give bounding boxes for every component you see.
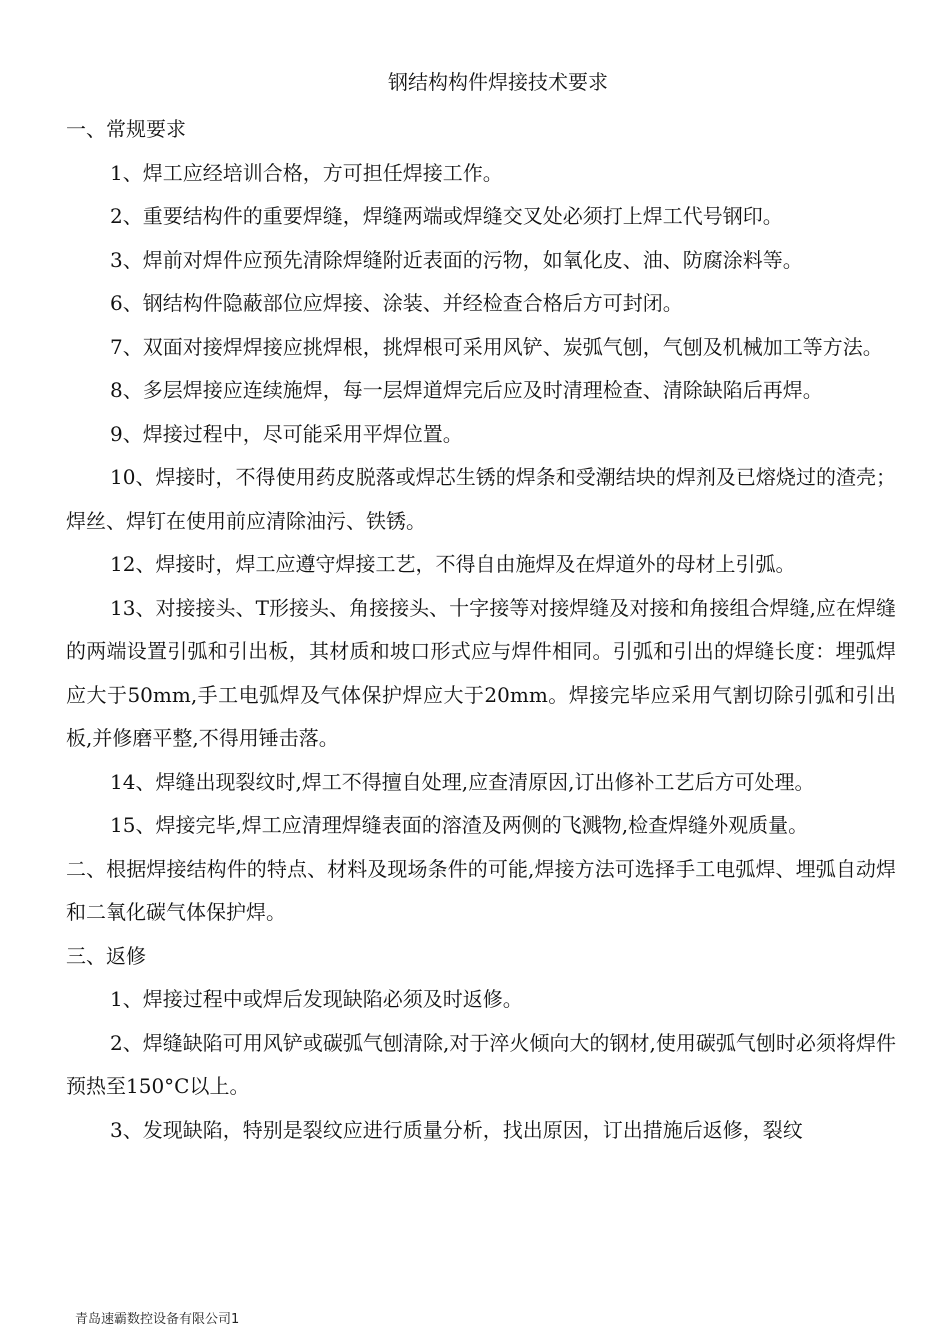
paragraph-item-9: 9、焊接过程中，尽可能采用平焊位置。 bbox=[110, 421, 463, 446]
paragraph-repair-2: 2、焊缝缺陷可用风铲或碳弧气刨清除,对于淬火倾向大的钢材,使用碳弧气刨时必须将焊件预热至150°C以上。 bbox=[66, 1030, 896, 1098]
paragraph-repair-3: 3、发现缺陷，特别是裂纹应进行质量分析，找出原因，订出措施后返修，裂纹 bbox=[110, 1117, 803, 1142]
paragraph-item-2: 2、重要结构件的重要焊缝，焊缝两端或焊缝交叉处必须打上焊工代号钢印。 bbox=[110, 204, 783, 228]
paragraph-item-15: 15、焊接完毕,焊工应清理焊缝表面的溶渣及两侧的飞溅物,检查焊缝外观质量。 bbox=[110, 813, 809, 837]
section-heading-welding-methods: 二、根据焊接结构件的特点、材料及现场条件的可能,焊接方法可选择手工电弧焊、埋弧自动焊和二氧化碳气体保护焊。 bbox=[66, 856, 896, 924]
paragraph-item-8: 8、多层焊接应连续施焊，每一层焊道焊完后应及时清理检查、清除缺陷后再焊。 bbox=[110, 378, 823, 402]
document-title: 钢结构构件焊接技术要求 bbox=[388, 70, 608, 94]
document-page bbox=[66, 70, 896, 1152]
paragraph-item-12: 12、焊接时，焊工应遵守焊接工艺，不得自由施焊及在焊道外的母材上引弧。 bbox=[110, 552, 796, 576]
paragraph-item-3: 3、焊前对焊件应预先清除焊缝附近表面的污物，如氧化皮、油、防腐涂料等。 bbox=[110, 247, 803, 272]
paragraph-item-14: 14、焊缝出现裂纹时,焊工不得擅自处理,应查清原因,订出修补工艺后方可处理。 bbox=[110, 769, 815, 794]
page-footer: 青岛速霸数控设备有限公司1 bbox=[75, 1312, 240, 1327]
section-heading-general: 一、常规要求 bbox=[66, 117, 186, 141]
paragraph-item-7: 7、双面对接焊焊接应挑焊根，挑焊根可采用风铲、炭弧气刨，气刨及机械加工等方法。 bbox=[110, 334, 883, 359]
paragraph-repair-1: 1、焊接过程中或焊后发现缺陷必须及时返修。 bbox=[110, 987, 523, 1011]
section-heading-repair: 三、返修 bbox=[66, 943, 146, 968]
paragraph-item-13: 13、对接接头、T形接头、角接接头、十字接等对接焊缝及对接和角接组合焊缝,应在焊缝的两端设置引弧和引出板，其材质和坡口形式应与焊件相同。引弧和引出的焊缝长度：埋弧焊应大于50mm,手工电弧焊及气体保护焊应大于20mm。焊接完毕应采用气割切除引弧和引出板,并修磨平整,不得用锤击落。 bbox=[66, 595, 896, 750]
paragraph-item-1: 1、焊工应经培训合格，方可担任焊接工作。 bbox=[110, 160, 503, 185]
paragraph-item-6: 6、钢结构件隐蔽部位应焊接、涂装、并经检查合格后方可封闭。 bbox=[110, 291, 683, 315]
paragraph-item-10: 10、焊接时，不得使用药皮脱落或焊芯生锈的焊条和受潮结块的焊剂及已熔烧过的渣壳；焊丝、焊钉在使用前应清除油污、铁锈。 bbox=[66, 465, 896, 533]
